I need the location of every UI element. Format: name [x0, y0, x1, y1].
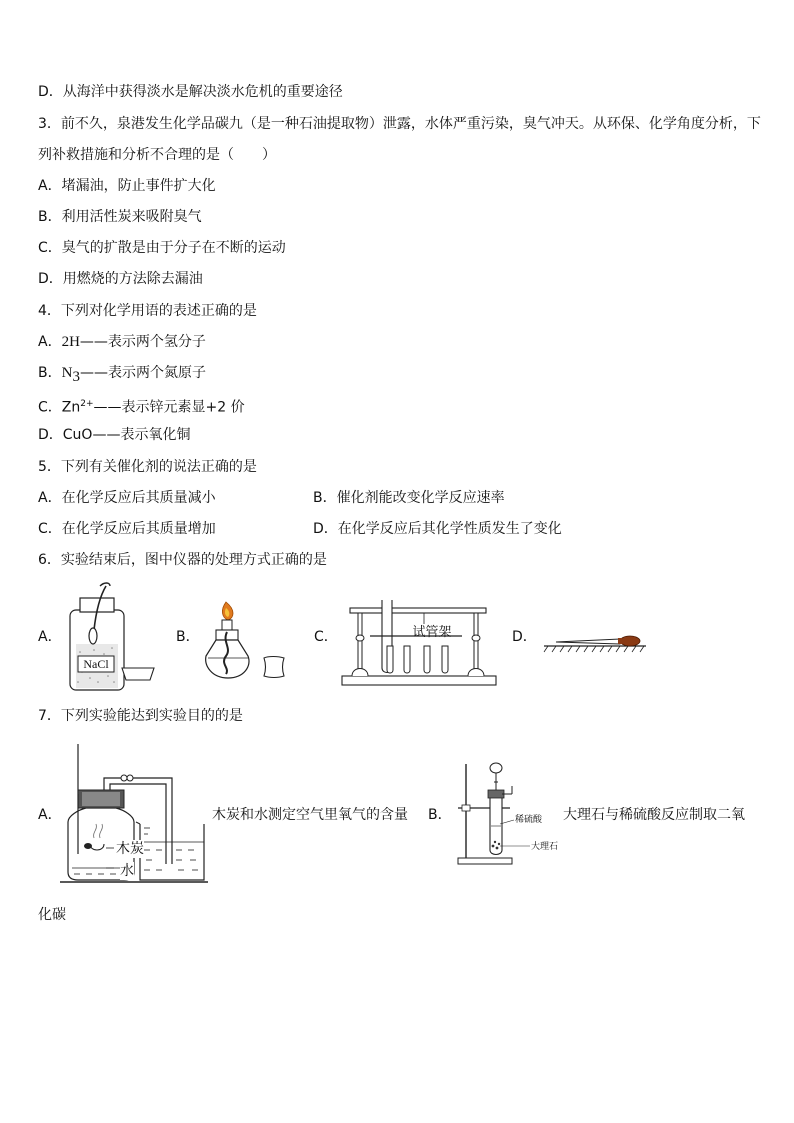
q5-stem: 5．下列有关催化剂的说法正确的是	[38, 459, 257, 475]
q4-option-c-formula: Zn	[61, 399, 81, 416]
q4-option-b	[38, 364, 206, 386]
q4-option-d-label: D．	[38, 427, 63, 443]
water-label: 水	[120, 863, 134, 879]
q4-option-d-desc: ——表示氧化铜	[92, 427, 191, 443]
rack-label-text: 试管架	[412, 625, 452, 640]
charcoal-label: 木炭	[116, 841, 144, 857]
alcohol-lamp-figure	[198, 596, 294, 686]
q4-option-c-label: C．	[38, 399, 62, 416]
q4-option-b-label: B．	[38, 365, 62, 381]
q4-option-b-sub: 3	[72, 368, 80, 385]
marble-label: 大理石	[531, 842, 559, 852]
q3-option-c: C．臭气的扩散是由于分子在不断的运动	[38, 240, 286, 256]
q4-option-a-formula: 2H	[61, 334, 80, 350]
q4-option-d	[38, 426, 190, 444]
test-tube-rack-figure	[340, 596, 500, 688]
q4-option-a	[38, 333, 206, 351]
q2-option-d: D．从海洋中获得淡水是解决淡水危机的重要途径	[38, 84, 343, 100]
q4-option-a-label: A．	[38, 334, 62, 350]
q5-option-c: C．在化学反应后其质量增加	[38, 521, 216, 537]
q7-option-b-text: 大理石与稀硫酸反应制取二氧	[563, 807, 745, 823]
q3-stem-line1: 3．前不久，泉港发生化学品碳九（是一种石油提取物）泄露，水体严重污染，臭气冲天。从环保、化学角度分析，下	[38, 116, 761, 132]
q7-option-a-text: 木炭和水测定空气里氧气的含量	[212, 807, 408, 823]
q3-option-b: B．利用活性炭来吸附臭气	[38, 209, 202, 225]
dropper-figure	[542, 628, 648, 658]
bottle-label-text: NaCl	[83, 657, 109, 671]
q4-option-b-formula: N	[61, 365, 73, 381]
q4-option-b-desc: ——表示两个氮原子	[79, 365, 206, 381]
q7-option-a-label: A．	[38, 807, 62, 823]
q5-option-a: A．在化学反应后其质量减小	[38, 490, 216, 506]
q4-option-c	[38, 395, 245, 417]
reagent-bottle-figure	[64, 582, 170, 692]
q6-option-b-label: B．	[176, 629, 200, 645]
q7-option-b-text-wrap: 化碳	[38, 907, 66, 923]
charcoal-experiment-figure	[60, 744, 210, 886]
q4-stem: 4．下列对化学用语的表述正确的是	[38, 303, 257, 319]
q6-stem: 6．实验结束后，图中仪器的处理方式正确的是	[38, 552, 327, 568]
q4-option-c-sup: 2+	[80, 399, 94, 409]
q4-option-a-desc: ——表示两个氢分子	[79, 334, 206, 350]
q3-option-d: D．用燃烧的方法除去漏油	[38, 271, 203, 287]
q3-stem-line2: 列补救措施和分析不合理的是（ ）	[38, 147, 276, 163]
q4-option-d-formula: CuO	[62, 427, 93, 443]
q7-option-b-label: B．	[428, 807, 452, 823]
q6-option-c-label: C．	[314, 629, 338, 645]
q5-option-d: D．在化学反应后其化学性质发生了变化	[313, 521, 562, 537]
q5-option-b: B．催化剂能改变化学反应速率	[313, 490, 505, 506]
q6-option-d-label: D．	[512, 629, 537, 645]
q4-option-c-desc: ——表示锌元素显+2 价	[93, 399, 245, 416]
q7-stem: 7．下列实验能达到实验目的的是	[38, 708, 243, 724]
q6-option-a-label: A．	[38, 629, 62, 645]
dilute-acid-label: 稀硫酸	[515, 815, 543, 825]
q3-option-a: A．堵漏油，防止事件扩大化	[38, 178, 216, 194]
